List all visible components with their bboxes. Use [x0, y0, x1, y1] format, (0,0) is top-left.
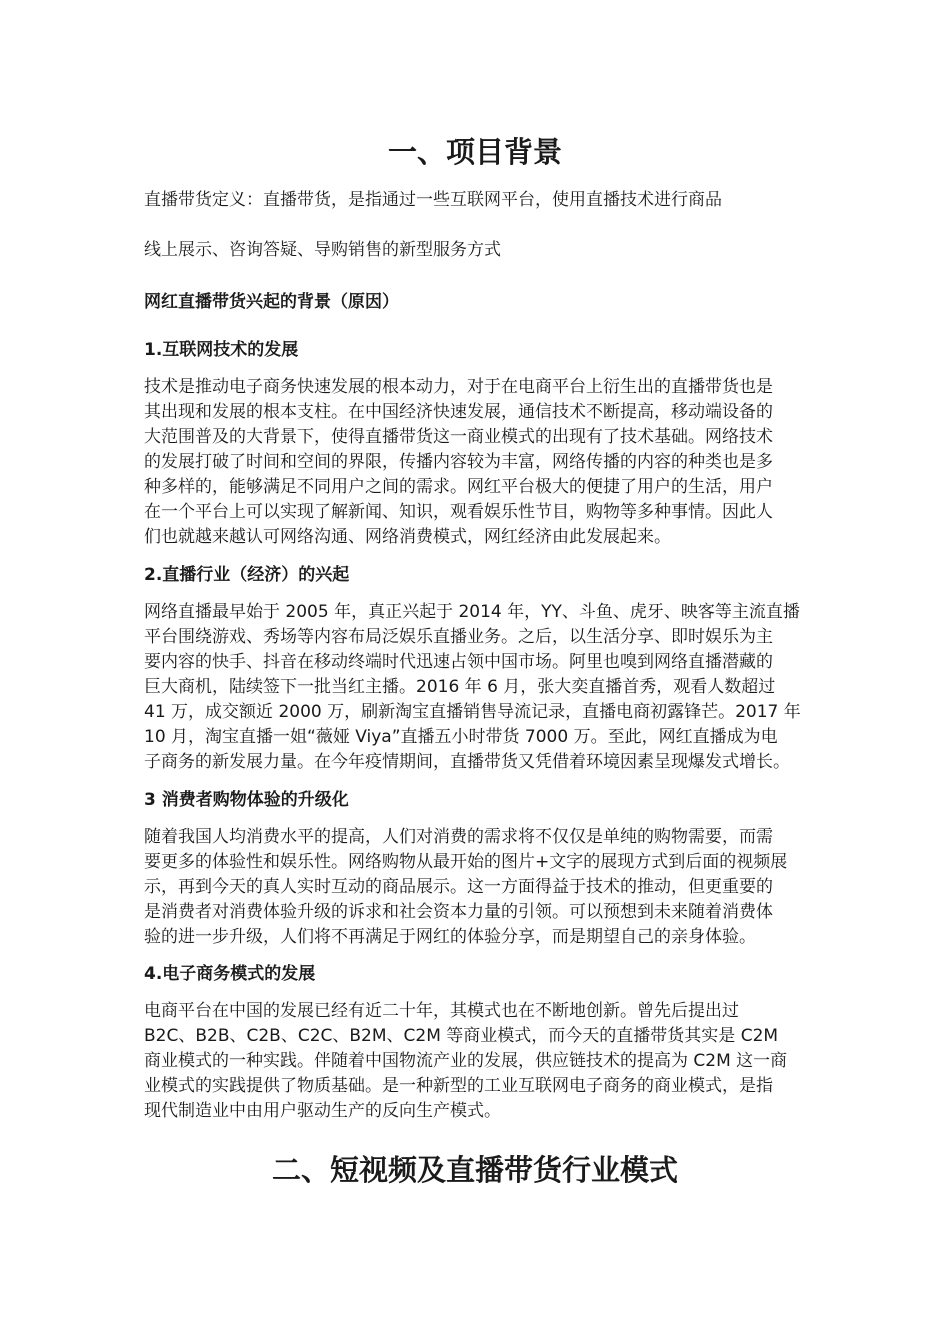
paragraph-line: 业模式的实践提供了物质基础。是一种新型的工业互联网电子商务的商业模式，是指 — [144, 1076, 773, 1096]
paragraph-line: 的发展打破了时间和空间的界限，传播内容较为丰富，网络传播的内容的种类也是多 — [144, 452, 773, 472]
paragraph-line: 技术是推动电子商务快速发展的根本动力，对于在电商平台上衍生出的直播带货也是 — [144, 377, 773, 397]
section-2-title: 二、短视频及直播带货行业模式 — [271, 1153, 678, 1187]
paragraph-line: 巨大商机，陆续签下一批当红主播。2016 年 6 月，张大奕直播首秀，观看人数超过 — [144, 677, 776, 697]
paragraph-line: 电商平台在中国的发展已经有近二十年，其模式也在不断地创新。曾先后提出过 — [144, 1001, 739, 1021]
paragraph-line: 们也就越来越认可网络沟通、网络消费模式，网红经济由此发展起来。 — [144, 527, 671, 547]
section-1-title: 一、项目背景 — [387, 135, 562, 169]
paragraph-line: 41 万，成交额近 2000 万，刷新淘宝直播销售导流记录，直播电商初露锋芒。2017 年 — [144, 702, 801, 722]
paragraph-line: 子商务的新发展力量。在今年疫情期间，直播带货又凭借着环境因素呈现爆发式增长。 — [144, 752, 790, 772]
paragraph-line: 网络直播最早始于 2005 年，真正兴起于 2014 年，YY、斗鱼、虎牙、映客等主流直播 — [144, 602, 800, 622]
topic-heading-consumer-experience: 3 消费者购物体验的升级化 — [144, 790, 349, 810]
paragraph-line: 要内容的快手、抖音在移动终端时代迅速占领中国市场。阿里也嗅到网络直播潜藏的 — [144, 652, 773, 672]
paragraph-line: 在一个平台上可以实现了解新闻、知识，观看娱乐性节目，购物等多种事情。因此人 — [144, 502, 773, 522]
topic-heading-internet-tech: 1.互联网技术的发展 — [144, 340, 299, 360]
paragraph-line: 验的进一步升级，人们将不再满足于网红的体验分享，而是期望自己的亲身体验。 — [144, 927, 756, 947]
paragraph-line: 大范围普及的大背景下，使得直播带货这一商业模式的出现有了技术基础。网络技术 — [144, 427, 773, 447]
paragraph-line: 平台围绕游戏、秀场等内容布局泛娱乐直播业务。之后，以生活分享、即时娱乐为主 — [144, 627, 773, 647]
paragraph-line: 种多样的，能够满足不同用户之间的需求。网红平台极大的便捷了用户的生活，用户 — [144, 477, 773, 497]
paragraph-line: 示，再到今天的真人实时互动的商品展示。这一方面得益于技术的推动，但更重要的 — [144, 877, 773, 897]
topic-heading-live-industry: 2.直播行业（经济）的兴起 — [144, 565, 350, 585]
background-subheading: 网红直播带货兴起的背景（原因） — [144, 292, 399, 312]
topic-heading-ecommerce-model: 4.电子商务模式的发展 — [144, 964, 316, 984]
paragraph-line: 现代制造业中由用户驱动生产的反向生产模式。 — [144, 1101, 501, 1121]
paragraph-line: 随着我国人均消费水平的提高，人们对消费的需求将不仅仅是单纯的购物需要，而需 — [144, 827, 773, 847]
paragraph-line: B2C、B2B、C2B、C2C、B2M、C2M 等商业模式，而今天的直播带货其实是 C2M — [144, 1026, 779, 1046]
paragraph-line: 其出现和发展的根本支柱。在中国经济快速发展，通信技术不断提高，移动端设备的 — [144, 402, 773, 422]
paragraph-line: 是消费者对消费体验升级的诉求和社会资本力量的引领。可以预想到未来随着消费体 — [144, 902, 773, 922]
paragraph-line: 要更多的体验性和娱乐性。网络购物从最开始的图片+文字的展现方式到后面的视频展 — [144, 852, 788, 872]
paragraph-line: 10 月，淘宝直播一姐“薇娅 Viya”直播五小时带货 7000 万。至此，网红直播成为电 — [144, 727, 778, 747]
paragraph-line: 商业模式的一种实践。伴随着中国物流产业的发展，供应链技术的提高为 C2M 这一商 — [144, 1051, 788, 1071]
definition-line: 直播带货定义：直播带货，是指通过一些互联网平台，使用直播技术进行商品 — [144, 190, 722, 210]
definition-line: 线上展示、咨询答疑、导购销售的新型服务方式 — [144, 240, 501, 260]
